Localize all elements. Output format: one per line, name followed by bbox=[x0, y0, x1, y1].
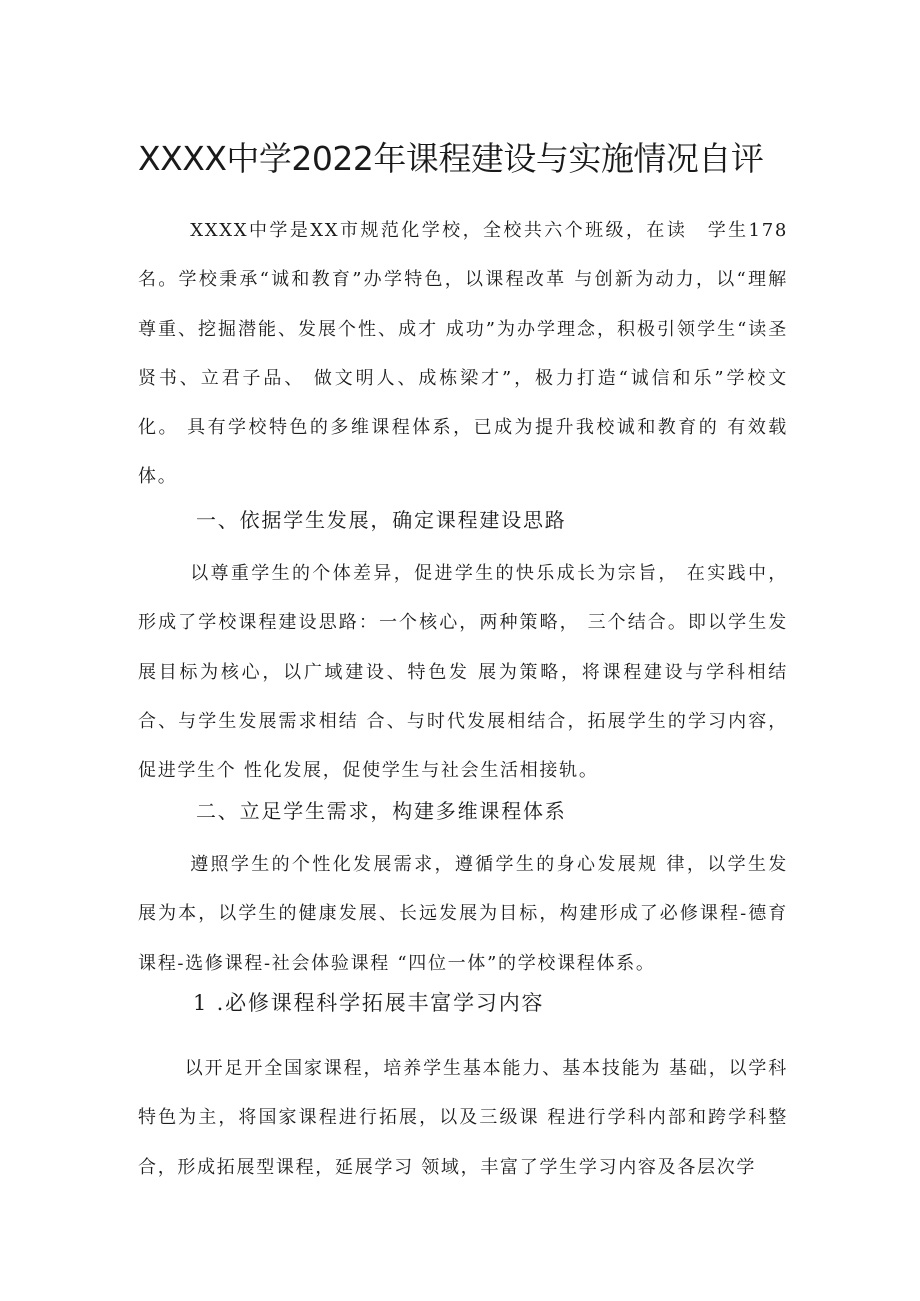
section-2-paragraph: 遵照学生的个性化发展需求，遵循学生的身心发展规 律，以学生发展为本，以学生的健康发展、长远发展为目标，构建形成了必修课程-德育课程-选修课程-社会体验课程 “四位一体”的学校课程体系。 bbox=[138, 854, 788, 974]
section-1-heading: 一、依据学生发展，确定课程建设思路 bbox=[196, 508, 567, 532]
subsection-1-heading: 1 .必修课程科学拓展丰富学习内容 bbox=[193, 991, 545, 1015]
subsection-1-paragraph: 以开足开全国家课程，培养学生基本能力、基本技能为 基础，以学科特色为主，将国家课程进行拓展，以及三级课 程进行学科内部和跨学科整合，形成拓展型课程，延展学习 领域，丰富了学生学习内容及各层次学 bbox=[138, 1058, 788, 1178]
section-2-heading: 二、立足学生需求，构建多维课程体系 bbox=[196, 799, 567, 823]
section-1-paragraph: 以尊重学生的个体差异，促进学生的快乐成长为宗旨， 在实践中，形成了学校课程建设思路：一个核心，两种策略， 三个结合。即以学生发展目标为核心，以广域建设、特色发 展为策略，将课程建设与学科相结合、与学生发展需求相结 合、与时代发展相结合，拓展学生的学习内容，促进学生个 性化发展，促使学生与社会生活相接轨。 bbox=[138, 563, 788, 782]
intro-paragraph: XXXX中学是XX市规范化学校，全校共六个班级，在读 学生178名。学校秉承“诚和教育”办学特色，以课程改革 与创新为动力，以“理解尊重、挖掘潜能、发展个性、成才 成功”为办学理念，积极引领学生“读圣贤书、立君子品、 做文明人、成栋梁才”，极力打造“诚信和乐”学校文化。 具有学校特色的多维课程体系，已成为提升我校诚和教育的 有效载体。 bbox=[138, 220, 788, 488]
document-title: XXXX中学2022年课程建设与实施情况自评 bbox=[138, 139, 764, 178]
